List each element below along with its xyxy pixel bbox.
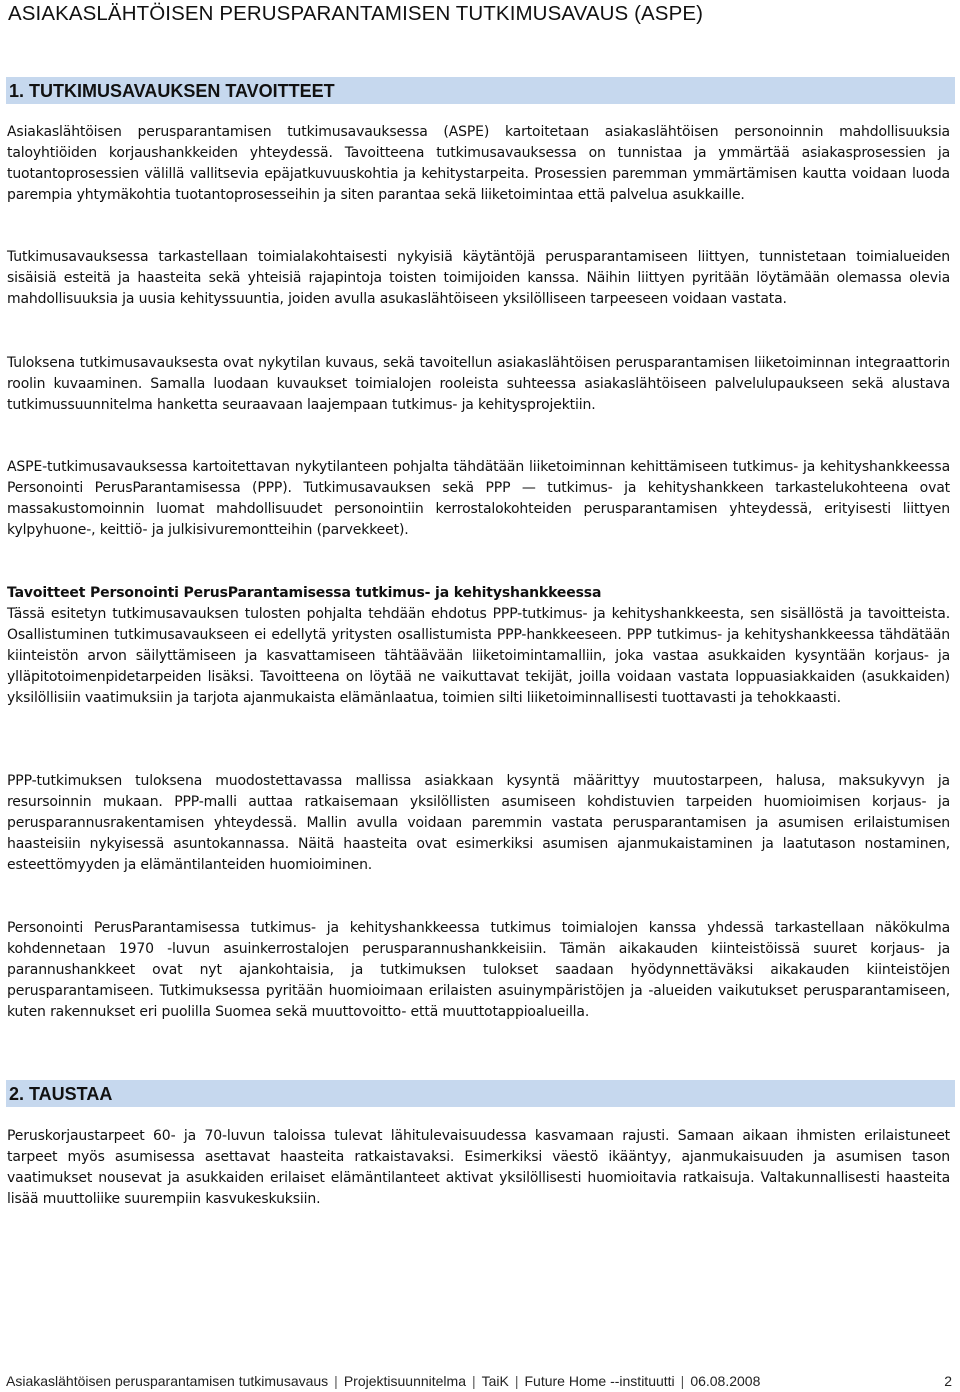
paragraph: ASPE-tutkimusavauksessa kartoitettavan nykytilanteen pohjalta tähdätään liiketoiminnan kehittämiseen tutkimus- ja kehityshankkeessa Personointi PerusParantamisessa (PPP). Tutkimusavauksen sekä PPP — tutkimus- ja kehityshankkeen tarkastelukohteena ovat massakustomoinnin luomat mahdollisuudet personointiin kerrostalokohteiden perusparantamisen yhteydessä, erityisesti liittyen kylpyhuone-, keittiö- ja julkisivuremontteihin (parvekkeet). xyxy=(7,459,950,538)
section-heading-background: 2. TAUSTAA xyxy=(6,1080,955,1107)
paragraph: Asiakaslähtöisen perusparantamisen tutkimusavauksessa (ASPE) kartoitetaan asiakaslähtöisen personoinnin mahdollisuuksia taloyhtiöiden korjaushankkeiden yhteydessä. Tavoitteena tutkimusavauksessa on tunnistaa ja ymmärtää asiakasprosessien ja tuotantoprosessien välillä vallitsevia epäjatkuvuuskohtia ja kehitystarpeita. Prosessien paremman ymmärtämisen kautta voidaan luoda parempia yhtymäkohtia tuotantoprosesseihin ja siten parantaa sekä liiketoimintaa että palvelua asukkaille. xyxy=(7,124,950,203)
footer-date: 06.08.2008 xyxy=(690,1373,761,1389)
paragraph: Tuloksena tutkimusavauksesta ovat nykytilan kuvaus, sekä tavoitellun asiakaslähtöisen perusparantamisen liiketoiminnan integraattorin roolin kuvaaminen. Samalla luodaan kuvaukset toimialojen rooleista suhteessa asiakaslähtöiseen palvelulupaukseen sekä alustava tutkimussuunnitelma hanketta seuraavaan laajempaan tutkimus- ja kehitysprojektiin. xyxy=(7,355,950,413)
paragraph: Peruskorjaustarpeet 60- ja 70-luvun taloissa tulevat lähitulevaisuudessa kasvamaan rajusti. Samaan aikaan ihmisten erilaistuneet tarpeet myös asumisessa asettavat haasteita ratkaistavaksi. Esimerkiksi väestö ikääntyy, ajanmukaisuuden ja asumisen tason vaatimukset nousevat ja asukkaiden erilaiset elämäntilanteet aktivat yksilöllisesti huomioitavia ratkaisuja. Valtakunnallisesti haasteita lisää muuttoliike suurempiin kasvukeskuksiin. xyxy=(7,1128,950,1207)
paragraph: Personointi PerusParantamisessa tutkimus- ja kehityshankkeessa tutkimus toimialojen kanssa yhdessä tarkastellaan näkökulma kohdennetaan 1970 -luvun asuinkerrostalojen perusparannushankkeisiin. Tämän aikakauden kiinteistöissä suuret korjaus- ja parannushankkeet ovat nyt ajankohtaisia, ja tutkimuksen tulokset saadaan hyödynnettäväksi aikakauden kiinteistöjen perusparantamiseen. Tutkimuksessa pyritään huomioimaan erilaisten asuinympäristöjen ja -alueiden vaikutukset perusparantamiseen, kuten rakennukset eri puolilla Suomea sekä muuttovoitto- että muuttotappioalueilla. xyxy=(7,920,950,1020)
footer-separator: | xyxy=(471,1373,476,1389)
subsection xyxy=(7,583,950,709)
footer-org: TaiK xyxy=(481,1373,509,1389)
subsection-heading: Tavoitteet Personointi PerusParantamisessa tutkimus- ja kehityshankkeessa xyxy=(7,585,602,601)
page-number: 2 xyxy=(944,1373,952,1389)
footer-document-name: Asiakaslähtöisen perusparantamisen tutkimusavaus xyxy=(6,1373,329,1389)
page-footer xyxy=(6,1373,956,1389)
document-title: ASIAKASLÄHTÖISEN PERUSPARANTAMISEN TUTKIMUSAVAUS (ASPE) xyxy=(8,2,704,25)
footer-separator: | xyxy=(680,1373,685,1389)
footer-separator: | xyxy=(514,1373,519,1389)
paragraph: Tutkimusavauksessa tarkastellaan toimialakohtaisesti nykyisiä käytäntöjä perusparantamiseen liittyen, tunnistetaan toimialueiden sisäisiä esteitä ja haasteita sekä yhteisiä rajapintoja toisten toimijoiden kanssa. Näihin liittyen pyritään löytämään olemassa olevia mahdollisuuksia ja uusia kehityssuuntia, joiden avulla asukaslähtöiseen yksilölliseen tarpeeseen voidaan vastata. xyxy=(7,249,950,307)
footer-institute: Future Home --instituutti xyxy=(524,1373,675,1389)
paragraph: PPP-tutkimuksen tuloksena muodostettavassa mallissa asiakkaan kysyntä määrittyy muutostarpeen, halusa, maksukyvyn ja resursoinnin mukaan. PPP-malli auttaa ratkaisemaan yksilöllisten asumiseen kohdistuvien tarpeiden huomioimisen korjaus- ja perusparannusrakentamisen yhteydessä. Mallin avulla voidaan paremmin vastata perusparantamisen ja asumisen erilaistumisen haasteisiin nykyisessä asuntokannassa. Näitä haasteita ovat esimerkiksi asumisen ajanmukaistaminen ja laatutason nostaminen, esteettömyyden ja elämäntilanteiden huomioiminen. xyxy=(7,773,950,873)
footer-plan: Projektisuunnitelma xyxy=(343,1373,466,1389)
footer-separator: | xyxy=(334,1373,338,1389)
paragraph: Tässä esitetyn tutkimusavauksen tulosten pohjalta tehdään ehdotus PPP-tutkimus- ja kehityshankkeesta, sen sisällöstä ja tavoitteista. Osallistuminen tutkimusavaukseen ei edellytä yritysten osallistumista PPP-hankkeeseen. PPP tutkimus- ja kehityshankkeessa tähdätään kiinteistön arvon säilyttämiseen ja kasvattamiseen tähtäävään liiketoimintamalliin, joka vastaa asukkaiden kysyntään korjaus- ja ylläpitotoimenpidetarpeiden lisäksi. Tavoitteena on löytää ne vaikuttavat tekijät, joilla voidaan vastata loppuasiakkaiden (asukkaiden) yksilöllisiin vaatimuksiin ja tarjota ajanmukaista elämänlaatua, toimien silti liiketoiminnallisesti tuottavasti ja tehokkaasti. xyxy=(7,606,950,706)
section-heading-goals: 1. TUTKIMUSAVAUKSEN TAVOITTEET xyxy=(6,77,955,104)
